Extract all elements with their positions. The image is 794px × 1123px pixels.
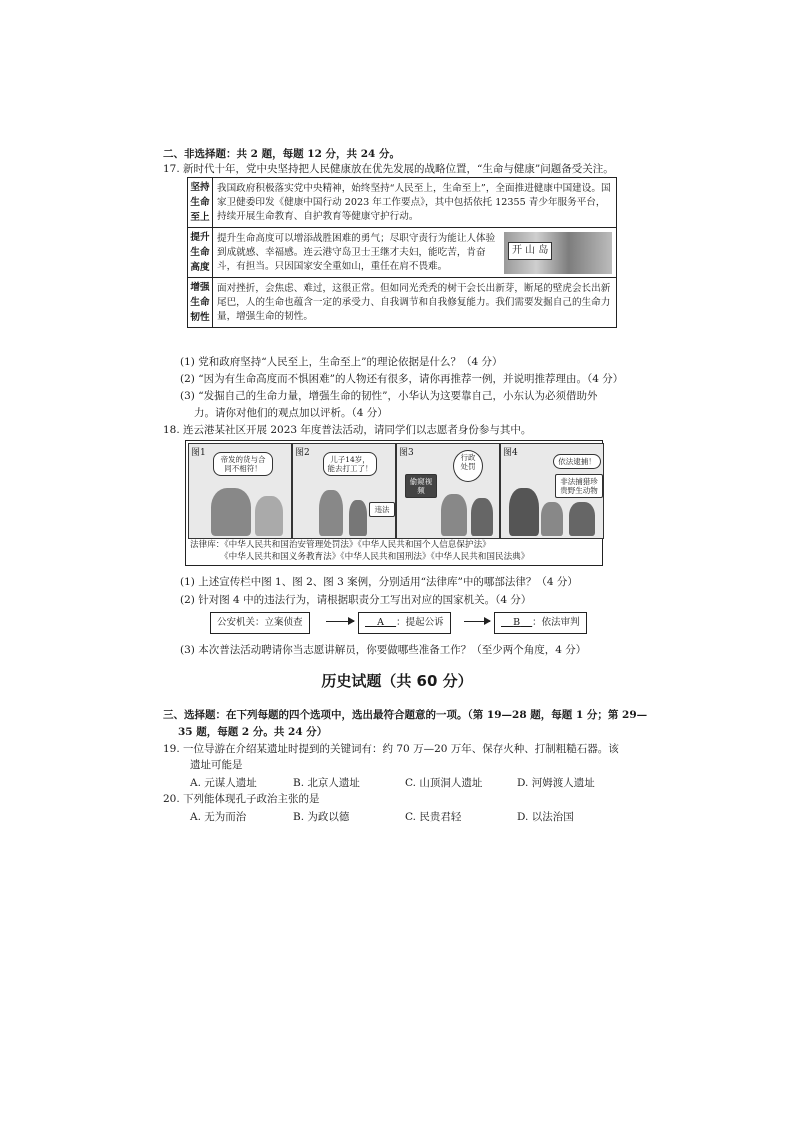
- q17-stem: 17. 新时代十年，党中央坚持把人民健康放在优先发展的战略位置，“生命与健康”问题备受关注。: [163, 163, 614, 175]
- blank-b: [501, 617, 532, 628]
- row-text: [213, 278, 617, 328]
- q18-sub1: (1) 上述宣传栏中图 1、图 2、图 3 案例，分别适用“法律库”中的哪部法律？（4 分）: [180, 576, 578, 588]
- panel-tag: 图4: [503, 448, 518, 458]
- flow-box-b: [494, 612, 587, 634]
- law-library-line2: 《中华人民共和国义务教育法》《中华人民共和国刑法》《中华人民共和国民法典》: [220, 552, 530, 562]
- q20-stem: 20. 下列能体现孔子政治主张的是: [163, 793, 320, 805]
- flow-box-police: 公安机关：立案侦查: [210, 612, 310, 634]
- panel-3: [396, 443, 500, 539]
- table-row: [188, 228, 617, 278]
- q18-sub2: (2) 针对图 4 中的违法行为，请根据职责分工写出对应的国家机关。（4 分）: [180, 594, 532, 606]
- section-2-header: 二、非选择题：共 2 题，每题 12 分，共 24 分。: [163, 148, 400, 160]
- q17-sub3b: 力。请你对他们的观点加以评析。（4 分）: [194, 407, 388, 419]
- figure-person: [441, 494, 467, 536]
- q19-stem-b: 遗址可能是: [190, 759, 243, 771]
- figure-person: [541, 502, 563, 536]
- sign: 非法捕猎珍贵野生动物: [555, 474, 603, 498]
- q20-option-d: D. 以法治国: [517, 811, 574, 823]
- law-library-line1: 法律库：《中华人民共和国治安管理处罚法》《中华人民共和国个人信息保护法》: [190, 540, 491, 550]
- q18-stem: 18. 连云港某社区开展 2023 年度普法活动，请同学们以志愿者身份参与其中。: [163, 424, 532, 436]
- q17-sub2: (2) “因为有生命高度而不惧困难”的人物还有很多，请你再推荐一例，并说明推荐理由。（4 分）: [180, 373, 624, 385]
- figure-officer: [471, 498, 493, 536]
- law-library: [190, 539, 598, 563]
- section-3-header-b: 35 题，每题 2 分。共 24 分）: [178, 726, 328, 738]
- row-text-content: 面对挫折，会焦虑、难过，这很正常。但如同光秃秃的树干会长出新芽，断尾的壁虎会长出新尾巴，人的生命也蕴含一定的承受力、自我调节和自我修复能力。我们需要发掘自己的生命力量，增强生命的韧性。: [217, 282, 611, 322]
- table-row: [188, 178, 617, 228]
- flow-arrow: [464, 621, 490, 622]
- flow-arrow: [326, 621, 354, 622]
- blank-a: [365, 617, 396, 628]
- figure-police: [569, 502, 595, 536]
- row-text-content: 我国政府积极落实党中央精神，始终坚持“人民至上，生命至上”，全面推进健康中国建设。国家卫健委印发《健康中国行动 2023 年工作要点》，其中包括依托 12355 青少年服务平台，持续开展生命教育、自护教育等健康守护行动。: [217, 182, 611, 222]
- q19-option-c: C. 山顶洞人遗址: [405, 777, 483, 789]
- row-text: [213, 178, 617, 228]
- panel-4: [500, 443, 604, 539]
- sign: 偷窥视频: [405, 474, 437, 498]
- figure-person: [211, 488, 251, 536]
- q20-option-b: B. 为政以德: [293, 811, 350, 823]
- q17-sub3a: (3) “发掘自己的生命力量，增强生命的韧性”，小华认为这要靠自己，小东认为必须借助外: [180, 390, 598, 402]
- q19-option-d: D. 河姆渡人遗址: [517, 777, 595, 789]
- panel-tag: 图1: [191, 448, 206, 458]
- row-label: 提升生命高度: [188, 228, 213, 278]
- row-label: 增强生命韧性: [188, 278, 213, 328]
- box-b-suffix: ：依法审判: [532, 617, 580, 628]
- section-3-header-a: 三、选择题：在下列每题的四个选项中，选出最符合题意的一项。（第 19—28 题，每题 1 分；第 29—: [163, 709, 648, 721]
- q19-option-a: A. 元谋人遗址: [190, 777, 257, 789]
- table-row: [188, 278, 617, 328]
- history-title: 历史试题（共 60 分）: [321, 672, 473, 690]
- q20-option-a: A. 无为而治: [190, 811, 247, 823]
- q17-material-table: [187, 177, 617, 328]
- blank-b-label: B: [513, 617, 521, 628]
- figure-person: [255, 496, 283, 536]
- photo-sign: 开 山 岛: [508, 242, 552, 260]
- figure-person: [319, 490, 343, 536]
- speech-bubble: 行政处罚: [453, 450, 483, 482]
- q18-sub3: (3) 本次普法活动聘请你当志愿讲解员，你要做哪些准备工作？（至少两个角度，4 分）: [180, 644, 587, 656]
- q19-stem-a: 19. 一位导游在介绍某遗址时提到的关键词有：约 70 万—20 万年、保存火种、打制粗糙石器。该: [163, 743, 619, 755]
- q17-sub1: (1) 党和政府坚持“人民至上，生命至上”的理论依据是什么？（4 分）: [180, 356, 503, 368]
- panel-tag: 图3: [399, 448, 414, 458]
- blank-a-label: A: [377, 617, 384, 628]
- row-text-content: 提升生命高度可以增添战胜困难的勇气；尽职守责行为能让人体验到成就感、幸福感。连云港守岛卫士王继才夫妇，能吃苦，肯奋斗，有担当。只因国家安全重如山，重任在肩不畏难。: [217, 232, 496, 272]
- q20-option-c: C. 民贵君轻: [405, 811, 462, 823]
- island-guards-photo: [504, 232, 612, 274]
- figure-child: [349, 500, 367, 536]
- box-a-suffix: ：提起公诉: [396, 617, 444, 628]
- propaganda-board: [185, 440, 603, 566]
- flow-box-a: [358, 612, 451, 634]
- panel-2: [292, 443, 396, 539]
- speech-bubble: 依法逮捕！: [553, 454, 601, 469]
- speech-bubble: 儿子14岁，能去打工了！: [323, 452, 377, 476]
- row-text: [213, 228, 617, 278]
- sign: 违法: [369, 502, 395, 517]
- figure-police: [509, 488, 539, 536]
- panel-1: [188, 443, 292, 539]
- speech-bubble: 帝发的货与合同不相符！: [213, 452, 273, 476]
- row-label: 坚持生命至上: [188, 178, 213, 228]
- q19-option-b: B. 北京人遗址: [293, 777, 360, 789]
- panel-tag: 图2: [295, 448, 310, 458]
